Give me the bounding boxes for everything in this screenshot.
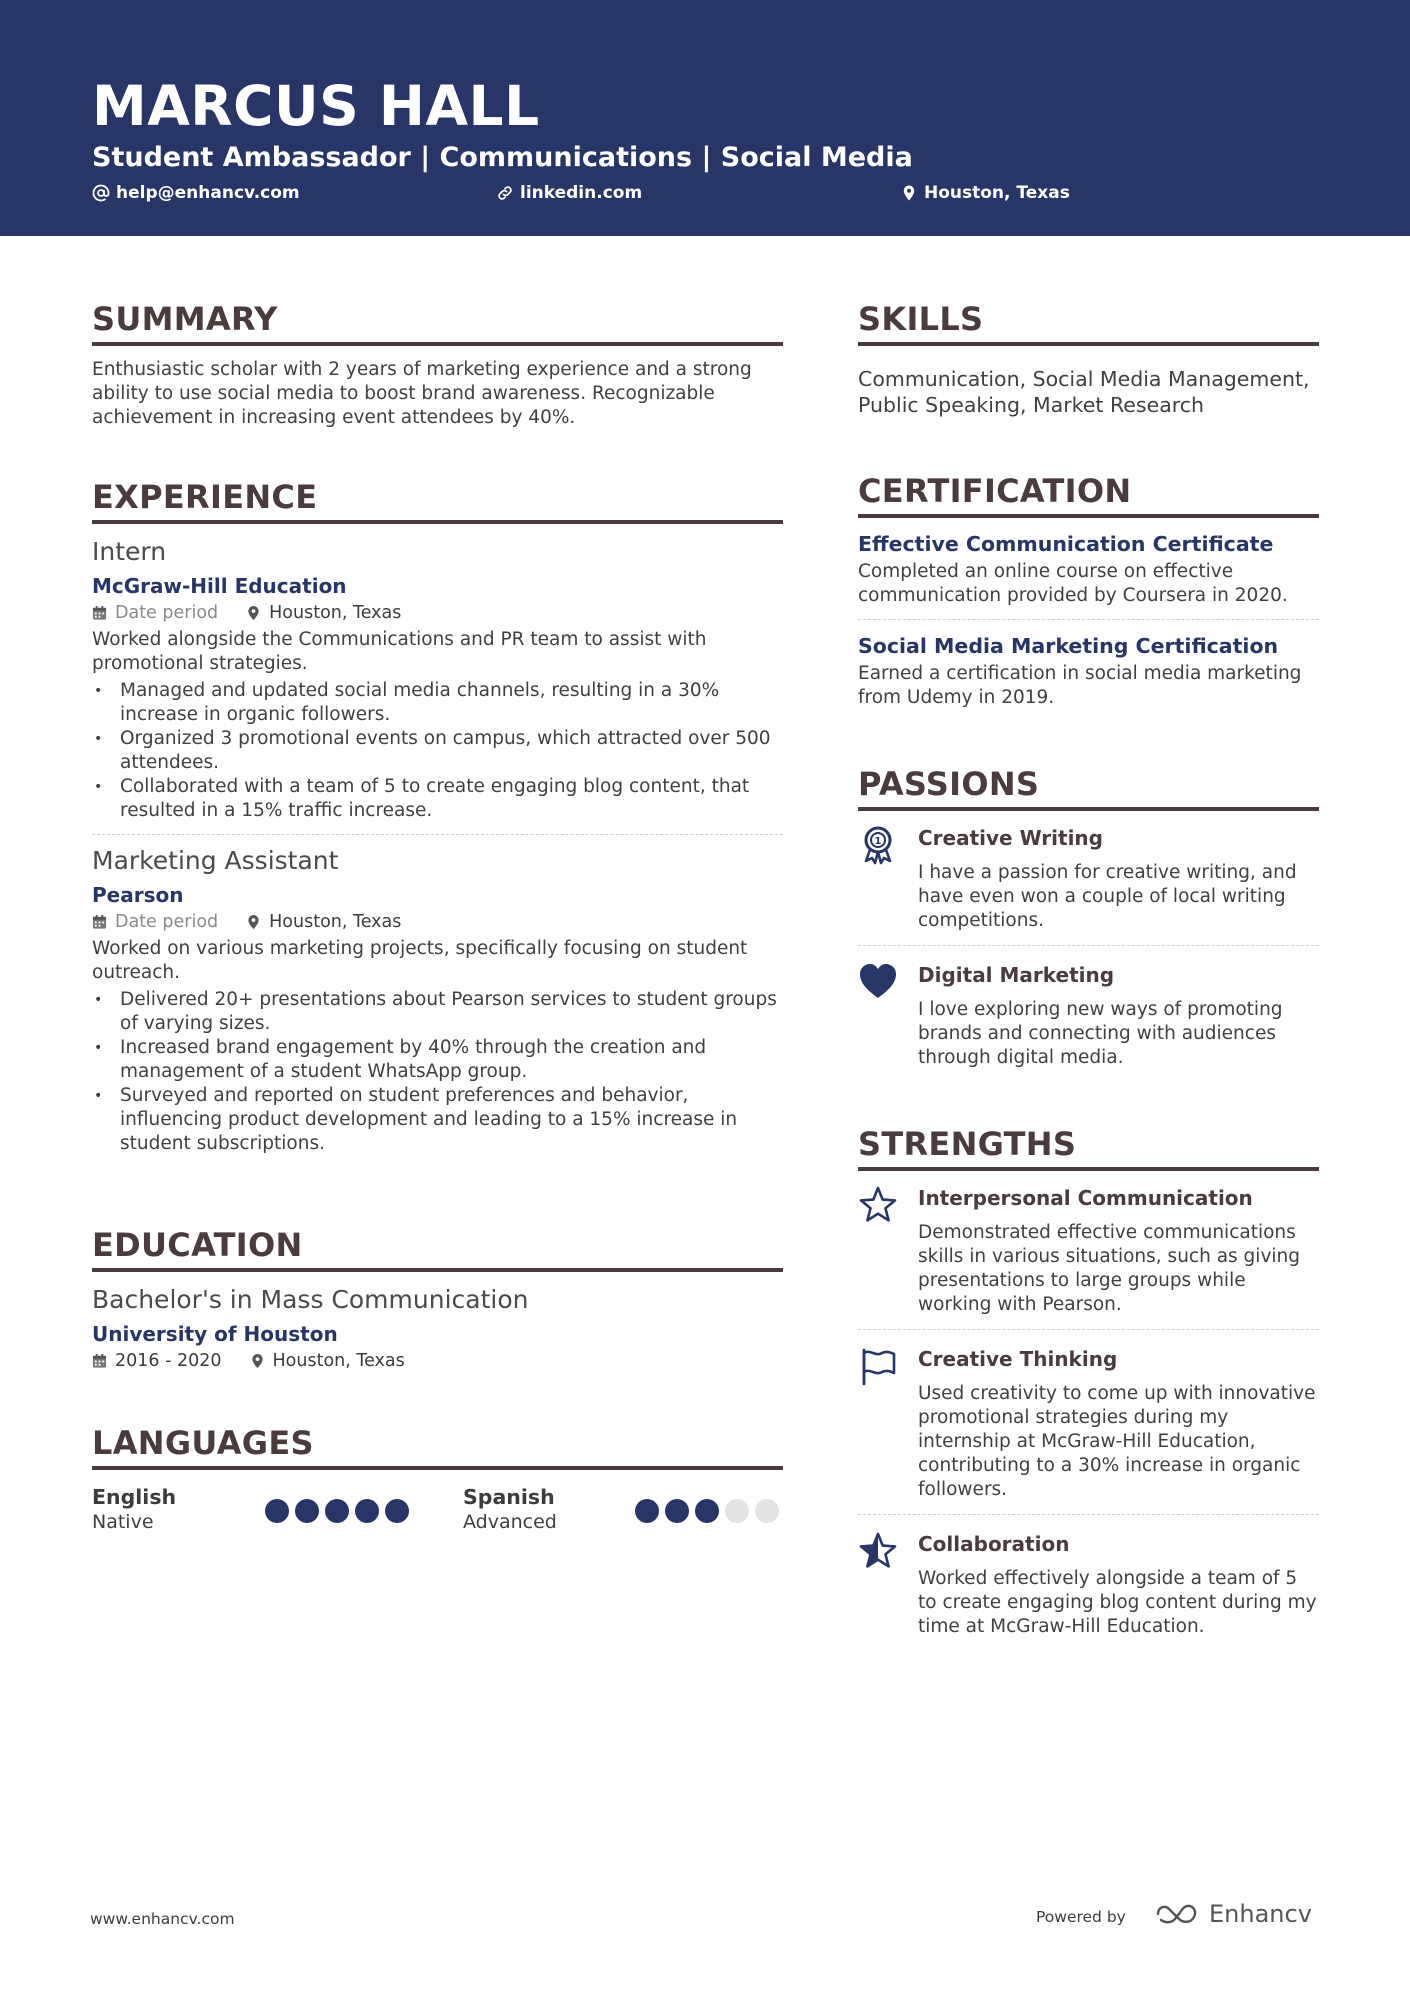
rating-dot-empty bbox=[725, 1499, 749, 1523]
flag-icon bbox=[858, 1346, 898, 1386]
calendar-icon bbox=[92, 605, 107, 621]
summary-heading: SUMMARY bbox=[92, 300, 783, 346]
map-pin-icon bbox=[900, 184, 918, 202]
languages-heading: LANGUAGES bbox=[92, 1424, 783, 1470]
summary-text: Enthusiastic scholar with 2 years of marketing experience and a strong ability to use social media to boost brand awareness. Recognizable achievement in increasing event attendees by 40%. bbox=[92, 359, 752, 428]
job-company: McGraw-Hill Education bbox=[92, 574, 347, 598]
rating-dot-filled bbox=[355, 1499, 379, 1523]
enhancv-logo-icon bbox=[1155, 1901, 1201, 1927]
skills-text: Communication, Social Media Management, Public Speaking, Market Research bbox=[858, 367, 1310, 417]
rating-dot-empty bbox=[755, 1499, 779, 1523]
language-item bbox=[463, 1484, 557, 1534]
job-location: Houston, Texas bbox=[269, 912, 402, 932]
language-rating bbox=[265, 1499, 409, 1523]
job-bullet: • Managed and updated social media channels, resulting in a 30% increase in organic followers. bbox=[92, 679, 783, 727]
language-level: Native bbox=[92, 1511, 154, 1533]
award-ribbon-icon bbox=[858, 825, 898, 865]
language-name: English bbox=[92, 1485, 177, 1509]
job-bullet: • Increased brand engagement by 40% through the creation and management of a student WhatsApp group. bbox=[92, 1036, 783, 1084]
candidate-title: Student Ambassador | Communications | Social Media bbox=[92, 142, 913, 173]
passion-text: I have a passion for creative writing, and have even won a couple of local writing competitions. bbox=[918, 862, 1297, 931]
strength-text: Used creativity to come up with innovative promotional strategies during my internship at McGraw-Hill Education, contributing to a 30% increase in organic followers. bbox=[918, 1383, 1316, 1500]
strength-item bbox=[858, 1185, 1319, 1317]
rating-dot-filled bbox=[385, 1499, 409, 1523]
languages-section bbox=[92, 1424, 783, 1544]
job-role: Marketing Assistant bbox=[92, 846, 339, 875]
school: University of Houston bbox=[92, 1322, 338, 1346]
strength-item bbox=[858, 1531, 1319, 1639]
education-section bbox=[92, 1226, 783, 1374]
language-level: Advanced bbox=[463, 1511, 557, 1533]
powered-by-label: Powered by bbox=[1036, 1908, 1126, 1926]
strengths-heading: STRENGTHS bbox=[858, 1125, 1319, 1171]
email-contact[interactable] bbox=[92, 183, 300, 203]
certification-title: Social Media Marketing Certification bbox=[858, 634, 1279, 658]
divider bbox=[92, 834, 783, 835]
job-bullets bbox=[92, 988, 783, 1156]
experience-item bbox=[92, 845, 783, 1156]
strengths-section bbox=[858, 1125, 1319, 1639]
passions-section bbox=[858, 765, 1319, 1070]
job-bullet: • Organized 3 promotional events on campus, which attracted over 500 attendees. bbox=[92, 727, 783, 775]
location-text: Houston, Texas bbox=[924, 183, 1070, 203]
star-outline-icon bbox=[858, 1185, 898, 1225]
certification-heading: CERTIFICATION bbox=[858, 472, 1319, 518]
passion-item bbox=[858, 825, 1319, 933]
job-bullet: • Surveyed and reported on student preferences and behavior, influencing product development and leading to a 15% increase in student subscriptions. bbox=[92, 1084, 783, 1156]
certification-text: Completed an online course on effective communication provided by Coursera in 2020. bbox=[858, 561, 1288, 606]
experience-section bbox=[92, 478, 783, 1156]
certification-item bbox=[858, 632, 1319, 710]
degree: Bachelor's in Mass Communication bbox=[92, 1285, 529, 1314]
passion-title: Creative Writing bbox=[918, 826, 1103, 850]
email-text: help@enhancv.com bbox=[116, 183, 300, 203]
language-item bbox=[92, 1484, 176, 1534]
footer-url[interactable]: www.enhancv.com bbox=[90, 1910, 235, 1928]
passion-item bbox=[858, 962, 1319, 1070]
brand-logo[interactable] bbox=[1155, 1900, 1312, 1928]
passion-text: I love exploring new ways of promoting brands and connecting with audiences through digital media. bbox=[918, 999, 1283, 1068]
certification-section bbox=[858, 472, 1319, 710]
job-bullet: • Delivered 20+ presentations about Pearson services to student groups of varying sizes. bbox=[92, 988, 783, 1036]
job-location: Houston, Texas bbox=[269, 603, 402, 623]
map-pin-icon bbox=[246, 914, 261, 930]
strength-text: Demonstrated effective communications skills in various situations, such as giving presentations to large groups while working with Pearson. bbox=[918, 1222, 1300, 1315]
job-company: Pearson bbox=[92, 883, 184, 907]
job-bullet: • Collaborated with a team of 5 to create engaging blog content, that resulted in a 15% traffic increase. bbox=[92, 775, 783, 823]
rating-dot-filled bbox=[695, 1499, 719, 1523]
candidate-name: MARCUS HALL bbox=[92, 74, 540, 138]
rating-dot-filled bbox=[665, 1499, 689, 1523]
skills-heading: SKILLS bbox=[858, 300, 1319, 346]
experience-item bbox=[92, 536, 783, 823]
location-contact bbox=[900, 183, 1070, 203]
strength-title: Collaboration bbox=[918, 1532, 1070, 1556]
star-half-icon bbox=[858, 1531, 898, 1571]
experience-heading: EXPERIENCE bbox=[92, 478, 783, 524]
at-sign-icon bbox=[92, 184, 110, 202]
calendar-icon bbox=[92, 914, 107, 930]
link-icon bbox=[496, 184, 514, 202]
job-bullets bbox=[92, 679, 783, 823]
svg-text:1: 1 bbox=[874, 836, 882, 847]
calendar-icon bbox=[92, 1353, 107, 1369]
brand-name: Enhancv bbox=[1209, 1900, 1312, 1928]
language-rating bbox=[635, 1499, 779, 1523]
strength-title: Interpersonal Communication bbox=[918, 1186, 1253, 1210]
rating-dot-filled bbox=[295, 1499, 319, 1523]
divider bbox=[858, 945, 1319, 946]
strength-item bbox=[858, 1346, 1319, 1502]
education-heading: EDUCATION bbox=[92, 1226, 783, 1272]
linkedin-text: linkedin.com bbox=[520, 183, 643, 203]
heart-icon bbox=[858, 962, 898, 1002]
linkedin-contact[interactable] bbox=[496, 183, 642, 203]
rating-dot-filled bbox=[325, 1499, 349, 1523]
job-date: Date period bbox=[115, 912, 219, 932]
passion-title: Digital Marketing bbox=[918, 963, 1115, 987]
language-name: Spanish bbox=[463, 1485, 555, 1509]
job-description: Worked alongside the Communications and PR team to assist with promotional strategies. bbox=[92, 629, 707, 674]
job-role: Intern bbox=[92, 537, 167, 566]
certification-title: Effective Communication Certificate bbox=[858, 532, 1274, 556]
education-location: Houston, Texas bbox=[272, 1351, 405, 1371]
education-meta bbox=[92, 1348, 783, 1374]
job-meta bbox=[92, 909, 783, 935]
rating-dot-filled bbox=[635, 1499, 659, 1523]
divider bbox=[858, 1514, 1319, 1515]
job-date: Date period bbox=[115, 603, 219, 623]
education-dates: 2016 - 2020 bbox=[115, 1351, 222, 1371]
map-pin-icon bbox=[250, 1353, 265, 1369]
strength-title: Creative Thinking bbox=[918, 1347, 1118, 1371]
passions-heading: PASSIONS bbox=[858, 765, 1319, 811]
divider bbox=[858, 1329, 1319, 1330]
resume-header bbox=[0, 0, 1410, 236]
summary-section bbox=[92, 300, 783, 430]
skills-section bbox=[858, 300, 1319, 418]
map-pin-icon bbox=[246, 605, 261, 621]
strength-text: Worked effectively alongside a team of 5 to create engaging blog content during my time at McGraw-Hill Education. bbox=[918, 1568, 1317, 1637]
certification-item bbox=[858, 530, 1319, 608]
job-description: Worked on various marketing projects, specifically focusing on student outreach. bbox=[92, 938, 748, 983]
certification-text: Earned a certification in social media marketing from Udemy in 2019. bbox=[858, 663, 1302, 708]
job-meta bbox=[92, 600, 783, 626]
divider bbox=[858, 619, 1319, 620]
rating-dot-filled bbox=[265, 1499, 289, 1523]
